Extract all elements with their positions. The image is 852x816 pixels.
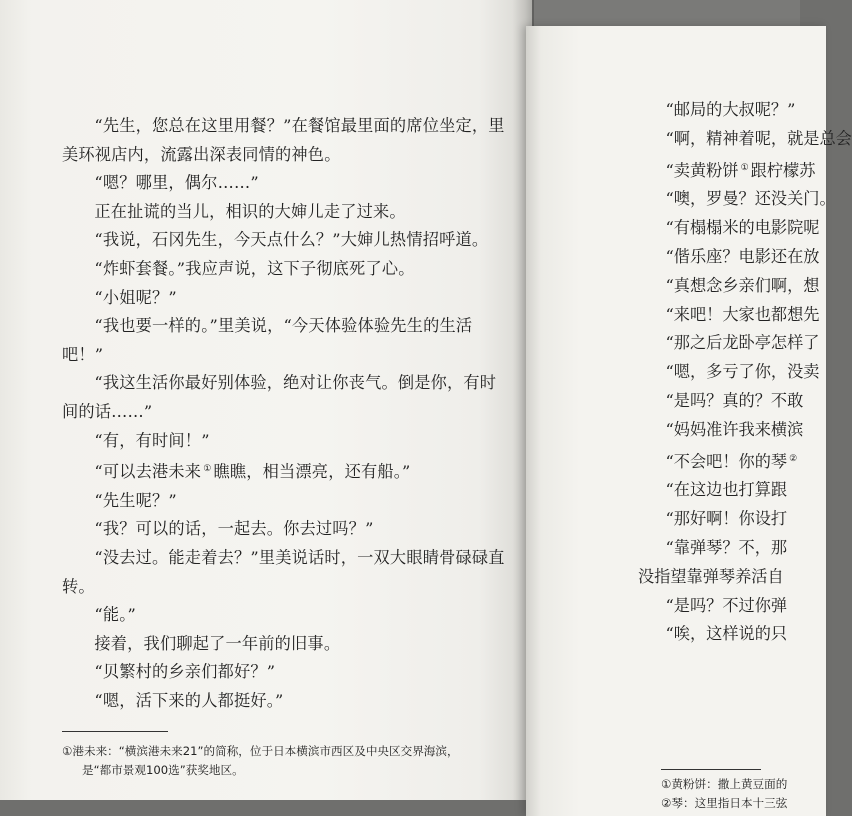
right-page-body (638, 96, 852, 649)
paragraph: “小姐呢？” (94, 287, 177, 307)
footnote-mark: ① (203, 464, 212, 475)
paragraph: “是吗？不过你弹 (665, 595, 788, 615)
paragraph-text: “可以去港未来 (94, 462, 202, 482)
paragraph: “嗯，活下来的人都挺好。” (94, 690, 284, 710)
paragraph: “偕乐座？电影还在放 (665, 246, 820, 266)
paragraph: “嗯？哪里，偶尔……” (94, 173, 259, 193)
paragraph: “能。” (94, 605, 137, 625)
paragraph: “炸虾套餐。”我应声说，这下子彻底死了心。 (94, 258, 415, 278)
paragraph: “先生，您总在这里用餐？”在餐馆最里面的席位坐定，里美环视店内，流露出深表同情的神色。 (62, 116, 505, 164)
paragraph: “啊，精神着呢，就是总会 (665, 128, 852, 148)
paragraph: 正在扯谎的当儿，相识的大婶儿走了过来。 (94, 201, 406, 221)
paragraph-with-footnote-mark (638, 445, 838, 477)
paragraph-text: 瞧瞧，相当漂亮，还有船。” (213, 462, 411, 482)
paragraph: “妈妈准许我来横滨 (665, 419, 804, 439)
paragraph: “有榻榻米的电影院呢 (665, 218, 820, 238)
footnote (62, 742, 512, 780)
paragraph: “来吧！大家也都想先 (665, 304, 820, 324)
paragraph: “先生呢？” (94, 490, 177, 510)
paragraph: “那之后龙卧亭怎样了 (665, 333, 820, 353)
left-page-body (62, 112, 508, 715)
paragraph-text: “不会吧！你的琴 (665, 451, 788, 471)
footnote (661, 775, 787, 813)
paragraph-text: “卖黄粉饼 (665, 160, 739, 180)
paragraph: “靠弹琴？不，那 (665, 537, 788, 557)
paragraph: “没去过。能走着去？”里美说话时，一双大眼睛骨碌碌直转。 (62, 547, 505, 596)
paragraph: “真想念乡亲们啊，想 (665, 275, 820, 295)
paragraph: “唉，这样说的只 (665, 624, 788, 644)
paragraph: “有，有时间！” (94, 430, 210, 450)
paragraph: “我说，石冈先生，今天点什么？”大婶儿热情招呼道。 (94, 230, 489, 250)
paragraph-with-footnote-mark (638, 154, 838, 186)
paragraph-with-footnote-mark (62, 455, 508, 487)
footnote-line: ①港未来：“横滨港未来21”的简称，位于日本横滨市西区及中央区交界海滨， (62, 744, 459, 758)
paragraph: 接着，我们聊起了一年前的旧事。 (94, 633, 341, 653)
paragraph: “噢，罗曼？还没关门。 (665, 189, 836, 209)
footnote-mark: ① (740, 162, 749, 173)
paragraph: “嗯，多亏了你，没卖 (665, 362, 820, 382)
right-page (526, 26, 852, 816)
paragraph-text: 跟柠檬苏 (750, 160, 816, 180)
paragraph: “那好啊！你设打 (665, 509, 788, 529)
footnote-mark: ② (789, 453, 798, 464)
paragraph: “我也要一样的。”里美说，“今天体验体验先生的生活吧！” (62, 316, 473, 364)
paragraph: “我？可以的话，一起去。你去过吗？” (94, 519, 374, 539)
footnote-divider (62, 731, 168, 732)
footnote-line: ②琴：这里指日本十三弦 (661, 796, 788, 810)
paragraph: 没指望靠弹琴养活自 (638, 566, 784, 586)
paragraph: “邮局的大叔呢？” (665, 100, 796, 119)
paragraph: “贝繁村的乡亲们都好？” (94, 662, 276, 682)
footnote-line: 是“都市景观100选”获奖地区。 (82, 763, 244, 777)
paragraph: “在这边也打算跟 (665, 480, 788, 500)
footnote-divider (661, 769, 761, 770)
paragraph: “我这生活你最好别体验，绝对让你丧气。倒是你，有时间的话……” (62, 373, 497, 421)
paragraph: “是吗？真的？不敢 (665, 390, 804, 410)
footnote-line: ①黄粉饼：撒上黄豆面的 (661, 777, 788, 791)
